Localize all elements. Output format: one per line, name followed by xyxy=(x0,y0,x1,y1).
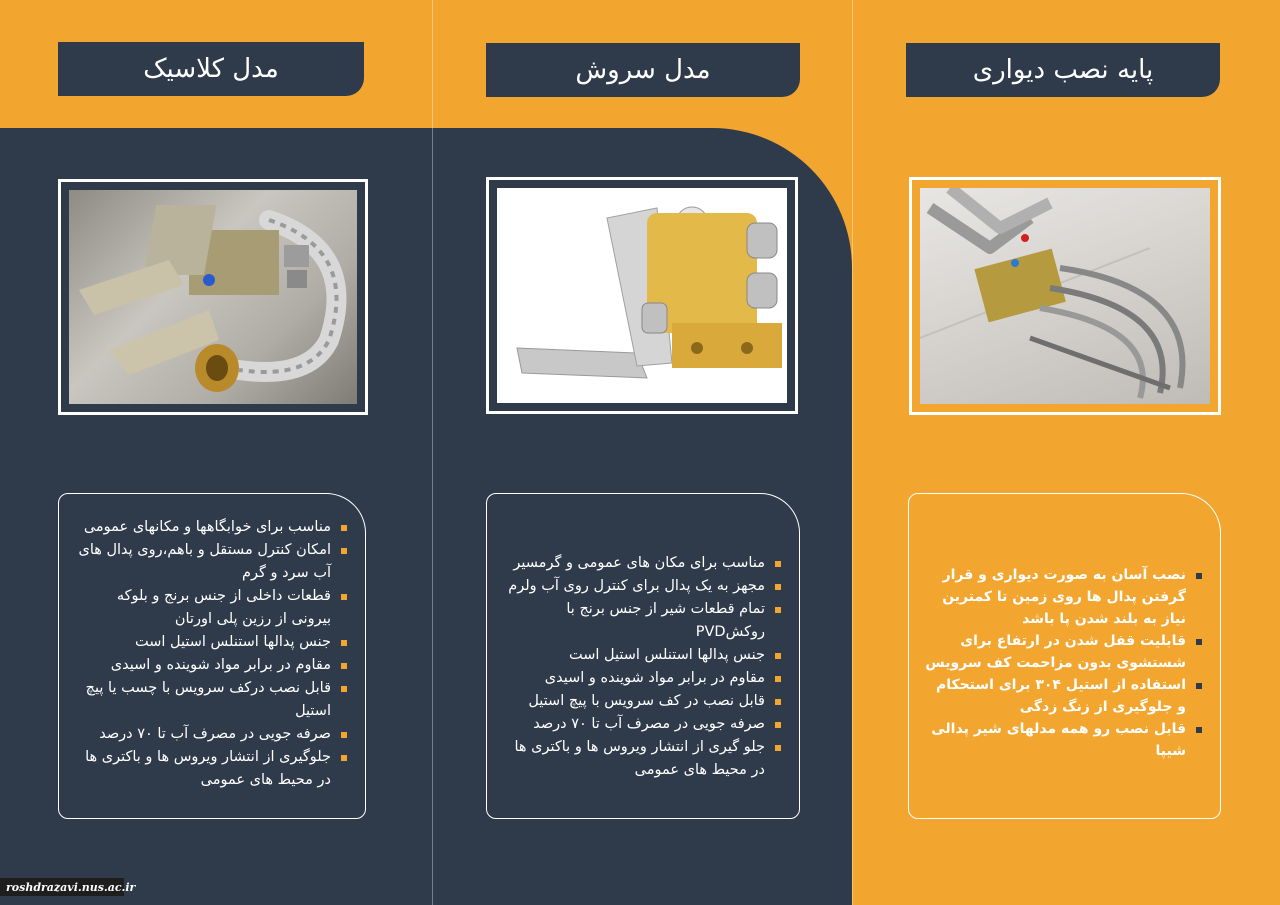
wall-mount-product-photo xyxy=(909,177,1221,415)
feature-item: جنس پدالها استنلس استیل است xyxy=(501,644,787,667)
wall-mount-features-list xyxy=(923,564,1208,762)
column-divider-2 xyxy=(852,0,853,905)
feature-item: استفاده از استیل ۳۰۴ برای استحکام و جلوگیری از زنگ زدگی xyxy=(923,674,1208,718)
feature-item: جلوگیری از انتشار ویروس ها و باکتری ها در محیط های عمومی xyxy=(73,746,353,792)
classic-product-photo xyxy=(58,179,368,415)
feature-item: مقاوم در برابر مواد شوینده و اسیدی xyxy=(501,667,787,690)
soroush-product-photo xyxy=(486,177,798,414)
title-classic xyxy=(58,42,364,96)
feature-item: جنس پدالها استنلس استیل است xyxy=(73,631,353,654)
feature-item: قابل نصب درکف سرویس با چسب یا پیچ استیل xyxy=(73,677,353,723)
title-soroush-text: مدل سروش xyxy=(575,55,711,85)
title-wall-mount xyxy=(906,43,1220,97)
classic-faucet-illustration xyxy=(69,190,355,402)
feature-item: صرفه جویی در مصرف آب تا ۷۰ درصد xyxy=(501,713,787,736)
feature-item: جلو گیری از انتشار ویروس ها و باکتری ها در محیط های عمومی xyxy=(501,736,787,782)
feature-item: قابل نصب رو همه مدلهای شیر پدالی شیپا xyxy=(923,718,1208,762)
column-divider-1 xyxy=(432,0,433,905)
feature-item: مناسب برای خوابگاهها و مکانهای عمومی xyxy=(73,516,353,539)
feature-item: قطعات داخلی از جنس برنج و بلوکه بیرونی از رزین پلی اورتان xyxy=(73,585,353,631)
site-watermark: roshdrazavi.nus.ac.ir xyxy=(0,878,124,896)
soroush-features-box xyxy=(486,493,800,819)
classic-features-box xyxy=(58,493,366,819)
wall-mount-features-box xyxy=(908,493,1221,819)
feature-item: قابلیت قفل شدن در ارتفاع برای شستشوی بدون مزاحمت کف سرویس xyxy=(923,630,1208,674)
feature-item: قابل نصب در کف سرویس با پیچ استیل xyxy=(501,690,787,713)
title-soroush xyxy=(486,43,800,97)
feature-item: مجهز به یک پدال برای کنترل روی آب ولرم xyxy=(501,575,787,598)
feature-item: امکان کنترل مستقل و باهم،روی پدال های آب سرد و گرم xyxy=(73,539,353,585)
feature-item: مناسب برای مکان های عمومی و گرمسیر xyxy=(501,552,787,575)
feature-item: صرفه جویی در مصرف آب تا ۷۰ درصد xyxy=(73,723,353,746)
feature-item: نصب آسان به صورت دیواری و قرار گرفتن پدال ها روی زمین تا کمترین نیاز به بلند شدن پا باشد xyxy=(923,564,1208,630)
classic-features-list xyxy=(73,516,353,792)
wall-mount-illustration xyxy=(920,188,1210,404)
feature-item: مقاوم در برابر مواد شوینده و اسیدی xyxy=(73,654,353,677)
title-classic-text: مدل کلاسیک xyxy=(143,54,279,84)
soroush-features-list xyxy=(501,552,787,782)
feature-item: تمام قطعات شیر از جنس برنج با روکشPVD xyxy=(501,598,787,644)
soroush-valve-illustration xyxy=(497,188,787,402)
title-wall-mount-text: پایه نصب دیواری xyxy=(972,55,1154,85)
